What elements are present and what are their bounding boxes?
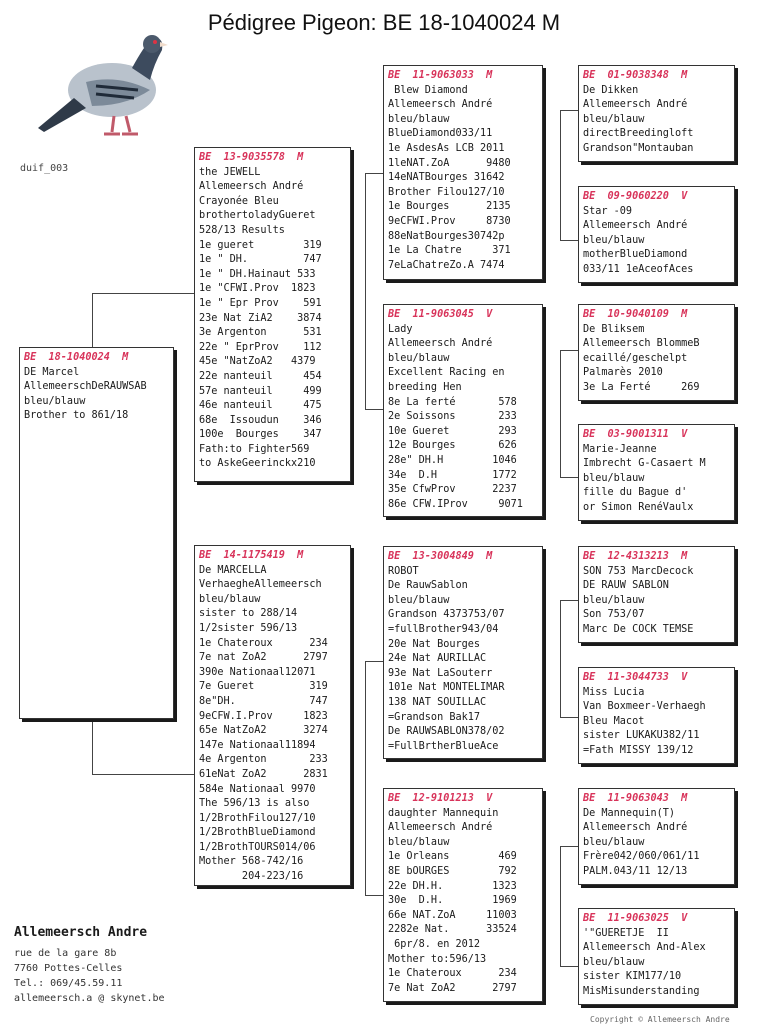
pedigree-line: 1e " DH. 747 [199,254,322,266]
pedigree-line: sister KIM177/10 [583,971,682,983]
connector [560,846,578,847]
pedigree-line: Blew Diamond [388,84,468,96]
ring-number: BE 01-9038348 M [583,70,688,81]
ring-number: BE 09-9060220 V [583,191,688,202]
pedigree-line: De Mannequin(T) [583,807,676,819]
connector [560,966,578,967]
ring-number: BE 12-9101213 V [388,793,493,804]
connector [365,409,383,410]
pedigree-line: 45e "NatZoA2 4379 [199,356,316,368]
dam-sire-card [383,546,543,759]
pedigree-line: bleu/blauw [388,594,450,606]
pedigree-line: bleu/blauw [388,352,450,364]
pedigree-line: 7e Gueret 319 [199,681,328,693]
pedigree-line: bleu/blauw [583,472,645,484]
connector [365,661,366,895]
connector [560,240,578,241]
pedigree-line: 88eNatBourges30742p [388,230,505,242]
pedigree-line: Marie-Jeanne [583,443,657,455]
ring-number: BE 12-4313213 M [583,551,688,562]
ring-number: BE 14-1175419 M [199,550,304,561]
pedigree-line: 7eLaChatreZo.A 7474 [388,259,505,271]
pedigree-line: =FullBrtherBlueAce [388,740,499,752]
pedigree-line: 93e Nat LaSouterr [388,667,493,679]
sds-card [578,304,735,401]
pedigree-line: directBreedingloft [583,128,694,140]
pedigree-line: De RAUWSABLON378/02 [388,726,505,738]
pedigree-line: Allemeersch André [583,99,688,111]
sire-dam-card [383,304,543,517]
pedigree-line: 8E bOURGES 792 [388,865,517,877]
pedigree-line: 2282e Nat. 33524 [388,924,517,936]
ring-number: BE 18-1040024 M [24,352,129,363]
pedigree-line: 66e NAT.ZoA 11003 [388,909,517,921]
pedigree-line: =Fath MISSY 139/12 [583,744,694,756]
pedigree-line: 9eCFWI.Prov 8730 [388,215,511,227]
pedigree-line: 1e "CFWI.Prov 1823 [199,283,316,295]
pedigree-line: 8e La ferté 578 [388,396,517,408]
pedigree-line: 46e nanteuil 475 [199,400,322,412]
pedigree-line: 528/13 Results [199,224,285,236]
pedigree-line: bleu/blauw [583,956,645,968]
pedigree-line: 35e CfwProv 2237 [388,484,517,496]
pedigree-line: motherBlueDiamond [583,249,688,261]
pedigree-line: De RauwSablon [388,580,468,592]
pedigree-line: bleu/blauw [583,836,645,848]
pedigree-line: 1e Chateroux 234 [388,968,517,980]
pedigree-line: 7e nat ZoA2 2797 [199,652,328,664]
pedigree-line: or Simon RenéVaulx [583,501,694,513]
pedigree-line: =Grandson Bak17 [388,711,481,723]
pedigree-line: VerhaegheAllemeersch [199,579,322,591]
pedigree-line: 10e Gueret 293 [388,425,517,437]
pedigree-line: 390e Nationaal12071 [199,666,316,678]
ring-number: BE 11-9063045 V [388,309,493,320]
pedigree-line: Grandson 4373753/07 [388,609,505,621]
ring-number: BE 11-9063033 M [388,70,493,81]
pedigree-line: 34e D.H 1772 [388,469,517,481]
connector [560,600,561,717]
pedigree-line: Star -09 [583,205,633,217]
pedigree-line: 22e nanteuil 454 [199,370,322,382]
pedigree-line: 3e La Ferté 269 [583,381,700,393]
connector [560,110,578,111]
pedigree-line: Mother to:596/13 [388,953,487,965]
email[interactable]: allemeersch.a @ skynet.be [14,993,165,1004]
ring-number: BE 11-3044733 V [583,672,688,683]
pedigree-line: DE RAUW SABLON [583,580,669,592]
connector [560,846,561,966]
pedigree-line: Marc De COCK TEMSE [583,623,694,635]
sss-card [578,65,735,162]
pedigree-line: ROBOT [388,565,419,577]
pedigree-line: bleu/blauw [388,113,450,125]
sire-card [194,147,351,482]
pedigree-line: 28e" DH.H 1046 [388,454,517,466]
pedigree-line: 147e Nationaal11894 [199,739,316,751]
pedigree-line: bleu/blauw [199,593,261,605]
pedigree-line: 101e Nat MONTELIMAR [388,682,505,694]
pedigree-line: 1e gueret 319 [199,239,322,251]
pedigree-line: Palmarès 2010 [583,367,663,379]
address-line-1: rue de la gare 8b [14,948,117,959]
pedigree-line: 1/2BrothBlueDiamond [199,827,316,839]
pedigree-line: 1/2BrothTOURS014/06 [199,841,316,853]
pedigree-line: Excellent Racing en [388,367,505,379]
pedigree-line: 033/11 1eAceofAces [583,263,694,275]
connector [92,719,93,774]
pedigree-line: SON 753 MarcDecock [583,565,694,577]
pedigree-line: bleu/blauw [388,836,450,848]
ring-number: BE 11-9063043 M [583,793,688,804]
pedigree-line: 1e Bourges 2135 [388,201,511,213]
pedigree-line: 61eNat ZoA2 2831 [199,768,328,780]
copyright: Copyright © Allemeersch Andre [590,1015,730,1024]
pedigree-line: 1e AsdesAs LCB 2011 [388,142,505,154]
dsd-card [578,667,735,764]
pedigree-line: AllemeerschDeRAUWSAB [24,381,147,393]
pedigree-line: Brother to 861/18 [24,410,129,422]
pedigree-line: 22e " EprProv 112 [199,341,322,353]
pedigree-line: Grandson"Montauban [583,142,694,154]
pedigree-line: Allemeersch André [583,822,688,834]
pedigree-line: Fath:to Fighter569 [199,443,310,455]
pedigree-line: Imbrecht G-Casaert M [583,458,706,470]
pedigree-line: Allemeersch André [583,220,688,232]
pedigree-line: The 596/13 is also [199,798,310,810]
pedigree-line: bleu/blauw [583,594,645,606]
pedigree-line: 86e CFW.IProv 9071 [388,498,523,510]
pedigree-line: 7e Nat ZoA2 2797 [388,982,517,994]
pedigree-line: De Dikken [583,84,639,96]
connector [560,110,561,240]
subject-card [19,347,174,719]
pedigree-line: 9eCFW.I.Prov 1823 [199,710,328,722]
pedigree-line: '"GUERETJE II [583,927,669,939]
sire-sire-card [383,65,543,280]
pedigree-line: 22e DH.H. 1323 [388,880,517,892]
pedigree-line: 14eNATBourges 31642 [388,172,505,184]
phone: Tel.: 069/45.59.11 [14,978,123,989]
ddd-card [578,908,735,1005]
pedigree-line: Miss Lucia [583,686,645,698]
pedigree-line: PALM.043/11 12/13 [583,865,688,877]
pedigree-line: 1leNAT.ZoA 9480 [388,157,511,169]
pedigree-line: 584e Nationaal 9970 [199,783,316,795]
pedigree-line: breeding Hen [388,381,462,393]
pedigree-line: 20e Nat Bourges [388,638,481,650]
pedigree-line: 1e Orleans 469 [388,851,517,863]
ssd-card [578,186,735,283]
connector [365,895,383,896]
connector [365,173,383,174]
pedigree-line: Allemeersch André [199,181,304,193]
connector [92,293,93,347]
pedigree-line: BlueDiamond033/11 [388,128,493,140]
pedigree-line: daughter Mannequin [388,807,499,819]
pedigree-line: DE Marcel [24,366,80,378]
pedigree-line: 2e Soissons 233 [388,411,517,423]
pedigree-line: Crayonée Bleu [199,195,279,207]
dam-card [194,545,351,886]
pedigree-line: 65e NatZoA2 3274 [199,725,328,737]
pedigree-line: fille du Bague d' [583,487,688,499]
pedigree-line: bleu/blauw [583,113,645,125]
ring-number: BE 13-3004849 M [388,551,493,562]
sdd-card [578,424,735,521]
address-line-2: 7760 Pottes-Celles [14,963,123,974]
pedigree-line: Allemeersch André [388,99,493,111]
pedigree-line: Allemeersch BlommeB [583,338,700,350]
pedigree-line: 4e Argenton 233 [199,754,328,766]
pedigree-line: Van Boxmeer-Verhaegh [583,701,706,713]
pedigree-line: Brother Filou127/10 [388,186,505,198]
pedigree-line: Allemeersch André [388,338,493,350]
dam-dam-card [383,788,543,1002]
connector [560,350,578,351]
connector [560,350,561,477]
connector [92,774,194,775]
pedigree-line: brothertoladyGueret [199,210,316,222]
pedigree-line: sister to 288/14 [199,608,298,620]
pedigree-line: to AskeGeerinckx210 [199,458,316,470]
pedigree-line: 1e Chateroux 234 [199,637,328,649]
pedigree-line: Allemeersch André [388,822,493,834]
ring-number: BE 03-9001311 V [583,429,688,440]
pedigree-line: 100e Bourges 347 [199,429,322,441]
pedigree-line: the JEWELL [199,166,261,178]
pedigree-line: ecaillé/geschelpt [583,352,688,364]
pedigree-line: 30e D.H. 1969 [388,895,517,907]
pedigree-line: Bleu Macot [583,715,645,727]
dss-card [578,546,735,643]
pedigree-line: Lady [388,323,413,335]
pigeon-illustration [34,20,169,145]
pedigree-line: bleu/blauw [583,234,645,246]
connector [92,293,194,294]
pedigree-line: Frère042/060/061/11 [583,851,700,863]
image-label: duif_003 [20,163,69,174]
pedigree-line: 68e Issoudun 346 [199,414,322,426]
connector [560,600,578,601]
ring-number: BE 11-9063025 V [583,913,688,924]
pedigree-line: Son 753/07 [583,609,645,621]
pedigree-line: 23e Nat ZiA2 3874 [199,312,322,324]
pedigree-line: bleu/blauw [24,395,86,407]
breeder-name: Allemeersch Andre [14,925,148,940]
pedigree-line: 138 NAT SOUILLAC [388,696,487,708]
pedigree-line: 1/2BrothFilou127/10 [199,812,316,824]
pedigree-line: 8e"DH. 747 [199,695,328,707]
pedigree-line: 1e " DH.Hainaut 533 [199,268,316,280]
pedigree-line: sister LUKAKU382/11 [583,730,700,742]
pedigree-line: 1/2sister 596/13 [199,622,298,634]
connector [365,661,383,662]
page-title: Pédigree Pigeon: BE 18-1040024 M [207,10,561,35]
connector [365,173,366,409]
pedigree-line: 6pr/8. en 2012 [388,938,481,950]
dds-card [578,788,735,885]
pedigree-line: 24e Nat AURILLAC [388,653,487,665]
ring-number: BE 10-9040109 M [583,309,688,320]
pedigree-line: Allemeersch And-Alex [583,942,706,954]
pedigree-line: 12e Bourges 626 [388,440,517,452]
pedigree-line: De Bliksem [583,323,645,335]
pedigree-line: 3e Argenton 531 [199,327,322,339]
pedigree-line: 1e La Chatre 371 [388,245,511,257]
pedigree-line: 1e " Epr Prov 591 [199,297,322,309]
pedigree-line: =fullBrother943/04 [388,623,499,635]
pedigree-line: De MARCELLA [199,564,267,576]
connector [560,717,578,718]
ring-number: BE 13-9035578 M [199,152,304,163]
connector [560,477,578,478]
pedigree-line: 204-223/16 [199,871,304,883]
pedigree-line: Mother 568-742/16 [199,856,304,868]
pedigree-line: 57e nanteuil 499 [199,385,322,397]
pedigree-line: MisMisunderstanding [583,985,700,997]
